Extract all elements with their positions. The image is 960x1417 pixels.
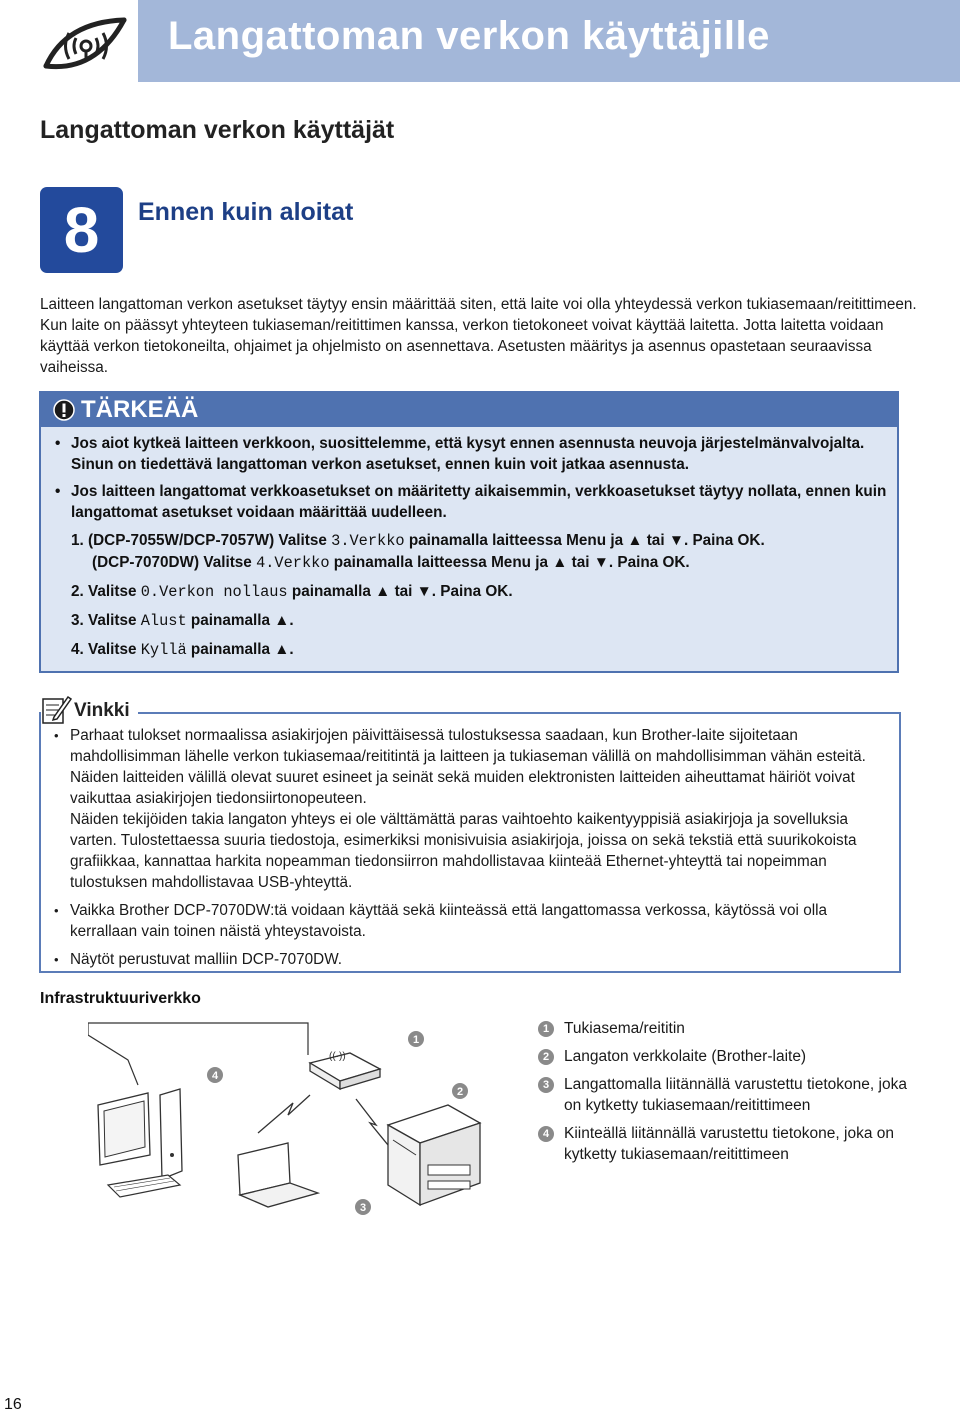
page-number: 16 [4, 1396, 22, 1413]
step-item: 3. Valitse Alust painamalla ▲. [71, 612, 294, 630]
list-item: • Jos aiot kytkeä laitteen verkkoon, suosittelemme, että kysyt ennen asennusta neuvoja järjestelmänvalvojalta. Sinun on tiedettävä langattoman verkon asetukset, ennen kuin voit jatkaa asennusta. [55, 435, 865, 473]
legend-item: 1 Tukiasema/reititin [538, 1018, 918, 1039]
diagram-title: Infrastruktuuriverkko [40, 990, 201, 1007]
wireless-signal-icon [258, 1095, 310, 1133]
svg-text:4: 4 [211, 1070, 219, 1082]
wireless-icon [36, 12, 132, 76]
important-header [41, 393, 897, 427]
step-title: Ennen kuin aloitat [138, 198, 354, 226]
legend-item: 3 Langattomalla liitännällä varustettu tietokone, joka on kytketty tukiasemaan/reitittimeen [538, 1074, 918, 1116]
callout-2 [452, 1083, 468, 1099]
note-list [40, 725, 890, 977]
exclamation-icon [53, 399, 75, 421]
svg-text:1: 1 [412, 1034, 420, 1046]
router-icon [310, 1051, 380, 1089]
chapter-title: Langattoman verkon käyttäjille [168, 14, 770, 58]
step-item: 4. Valitse Kyllä painamalla ▲. [71, 641, 294, 659]
printer-icon [388, 1105, 480, 1205]
list-item: • Parhaat tulokset normaalissa asiakirjojen päivittäisessä tulostuksessa saadaan, kun Brother-laite sijoitetaan mahdollisimman lähelle verkon tukiasemaa/reititintä ja laitteen ja tukiaseman välillä on mahdollisimman vähän esteitä. Näiden laitteiden välillä olevat suuret esineet ja seinät sekä muiden elektronisten laitteiden aiheuttamat häiriöt voivat vaikuttaa asiakirjojen tiedonsiirtonopeuteen. Näiden tekijöiden takia langaton yhteys ei ole välttämättä paras vaihtoehto kaikentyyppisiä asiakirjoja ja sovelluksia varten. Tulostettaessa suuria tiedostoja, esimerkiksi monisivuisia asiakirjoja, joissa on sekä tekstiä että suurikokoista grafiikkaa, kannattaa harkita nopeamman tiedonsiirron mahdollistavaa kiinteää Ethernet-yhteyttä tai nopeimman tulostuksen mahdollistavaa USB-yhteyttä. [54, 727, 866, 891]
note-title: Vinkki [74, 700, 130, 721]
ethernet-cable [88, 1023, 138, 1085]
legend-item: 2 Langaton verkkolaite (Brother-laite) [538, 1046, 918, 1067]
step-item: 2. Valitse 0.Verkon nollaus painamalla ▲ tai ▼. Paina OK. [71, 583, 513, 601]
list-item: • Jos laitteen langattomat verkkoasetukset on määritetty aikaisemmin, verkkoasetukset täytyy nollata, ennen kuin langattomat asetukset voidaan määrittää uudelleen. [55, 483, 887, 521]
ethernet-cable [88, 1023, 308, 1055]
svg-text:3: 3 [359, 1202, 367, 1214]
important-box [39, 391, 899, 673]
legend-item: 4 Kiinteällä liitännällä varustettu tietokone, joka on kytketty tukiasemaan/reitittimeen [538, 1123, 918, 1165]
important-bullets [41, 433, 897, 523]
important-steps [41, 530, 897, 661]
callout-4 [207, 1067, 223, 1083]
important-title: TÄRKEÄÄ [81, 396, 199, 423]
section-title: Langattoman verkon käyttäjät [40, 116, 395, 144]
list-item: • Vaikka Brother DCP-7070DW:tä voidaan käyttää sekä kiinteässä että langattomassa verkossa, käytössä voi olla kerrallaan vain toinen näistä yhteystavoista. [54, 902, 828, 940]
intro-paragraph: Laitteen langattoman verkon asetukset täytyy ensin määrittää siten, että laite voi olla yhteydessä verkon tukiasemaan/reitittimeen. Kun laite on päässyt yhteyteen tukiaseman/reitittimen kanssa, verkon tietokoneet voivat käyttää laitetta. Jotta laitetta voidaan käyttää verkon tietokoneilta, ohjaimet ja ohjelmisto on asennettava. Asetusten määritys ja asennus opastetaan seuraavissa vaiheissa. [40, 296, 917, 376]
wireless-signal-icon [356, 1099, 388, 1145]
svg-text:((·)): ((·)) [329, 1051, 346, 1062]
callout-1 [408, 1031, 424, 1047]
desktop-computer-icon [98, 1089, 182, 1197]
network-diagram [88, 1015, 488, 1225]
list-item: • Näytöt perustuvat malliin DCP-7070DW. [54, 951, 343, 968]
svg-text:2: 2 [456, 1086, 464, 1098]
diagram-legend [538, 1018, 918, 1172]
step-number-badge: 8 [40, 187, 123, 273]
callout-3 [355, 1199, 371, 1215]
step-item: 1. (DCP-7055W/DCP-7057W) Valitse 3.Verkko painamalla laitteessa Menu ja ▲ tai ▼. Paina OK. (DCP-7070DW) Valitse 4.Verkko painamalla laitteessa Menu ja ▲ tai ▼. Paina OK. [71, 532, 765, 572]
laptop-icon [238, 1143, 318, 1207]
